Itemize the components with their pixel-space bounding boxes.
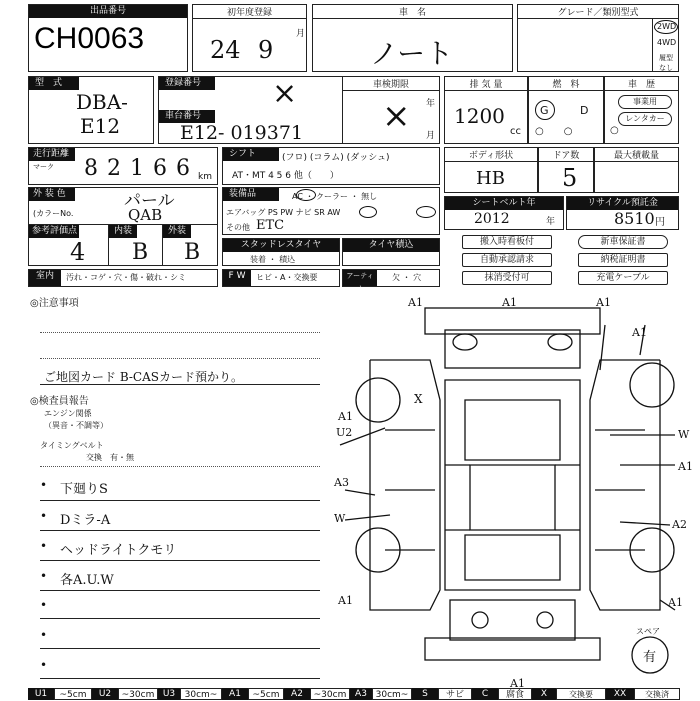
reg-label: 登録番号 xyxy=(159,77,215,90)
exterior-value: B xyxy=(184,240,201,265)
interior-row-label: 室内 xyxy=(29,270,61,286)
equipment-row3-label: その他 xyxy=(226,223,250,232)
interior-row-value: 汚れ・コゲ・穴・傷・破れ・シミ xyxy=(66,273,186,282)
legend-v-8: 交換要 xyxy=(556,688,606,700)
eval-label: 参考評価点 xyxy=(29,225,79,238)
color-label: 外 装 色 xyxy=(29,188,75,201)
inspector-label: ◎検査員報告 xyxy=(30,396,89,407)
recycle-label: リサイクル預託金 xyxy=(567,197,678,210)
interior-value: B xyxy=(132,240,149,265)
legend-k-1: U2 xyxy=(92,688,118,700)
mark-a1-top-center: A1 xyxy=(502,296,517,309)
displacement-unit: cc xyxy=(510,126,521,137)
lot-number: CH0063 xyxy=(34,22,145,55)
legend-v-1: ~30cm xyxy=(118,688,158,700)
grade-label: グレード／類別型式 xyxy=(518,5,678,19)
mileage-sub: マーク xyxy=(33,163,54,171)
equipment-row1: AC ・ クーラー ・ 無し xyxy=(292,192,378,201)
legend-k-6: S xyxy=(412,688,438,700)
studless-opts: 装着 ・ 積込 xyxy=(250,255,296,264)
model-name: ノート xyxy=(370,37,454,70)
inspector-engine-sub: （異音・不調等） xyxy=(44,421,108,430)
displacement-value: 1200 xyxy=(454,104,505,128)
grade-4wd: 4WD xyxy=(657,38,677,47)
first-reg-year: 24 xyxy=(210,36,241,64)
legend-k-4: A2 xyxy=(284,688,310,700)
equipment-row2: エアバッグ PS PW ナビ SR AW xyxy=(226,208,341,217)
legend-k-5: A3 xyxy=(350,688,372,700)
mark-a1-top-left: A1 xyxy=(408,296,423,309)
spare-label: スペア xyxy=(636,627,660,636)
tire-sub: アーティオ xyxy=(343,270,377,286)
first-reg-month-unit: 月 xyxy=(296,29,306,39)
interior-label: 内装 xyxy=(109,225,137,238)
history-opt2: レンタカー xyxy=(618,112,672,126)
legend-k-8: X xyxy=(532,688,556,700)
model-label: 車 名 xyxy=(313,5,512,19)
first-reg-month: 9 xyxy=(258,36,274,64)
notes-line1: ご地図カード B-CASカード預かり。 xyxy=(44,370,243,384)
lot-label: 出品番号 xyxy=(29,5,187,18)
inspector-r4: 各A.U.W xyxy=(60,573,114,588)
mark-a2-right: A2 xyxy=(672,518,687,531)
mark-a1-top-right: A1 xyxy=(596,296,611,309)
inspector-r2: Dミラ-A xyxy=(60,513,111,528)
recycle-value: 8510 xyxy=(614,209,655,228)
history-label: 車 歴 xyxy=(605,77,678,91)
mark-a3-left: A3 xyxy=(334,476,349,489)
grade-none: 履型 なし xyxy=(659,54,673,72)
recycle-unit: 円 xyxy=(655,217,665,228)
mileage-label: 走行距離 xyxy=(29,148,75,161)
inspection-month-unit: 月 xyxy=(426,131,436,141)
inspector-timing-sub: 交換 有・無 xyxy=(86,453,134,462)
doors-value: 5 xyxy=(562,164,578,192)
legend-v-3: ~5cm xyxy=(248,688,284,700)
inspector-r1: 下廻りS xyxy=(60,482,108,497)
doc-d2: 自動承認請求 xyxy=(462,253,552,267)
type-line1: DBA- xyxy=(76,90,128,114)
body-label: ボディ形状 xyxy=(445,148,537,162)
shift-opts: (フロ) (コラム) (ダッシュ) xyxy=(282,153,390,163)
legend-v-4: ~30cm xyxy=(310,688,350,700)
mark-w-left: W xyxy=(334,512,346,525)
displacement-label: 排 気 量 xyxy=(445,77,527,91)
legend-v-0: ~5cm xyxy=(54,688,92,700)
fw-row-value: ヒビ・A・交換要 xyxy=(256,273,318,282)
color-value: パール xyxy=(124,191,175,211)
mark-u2-left: U2 xyxy=(336,426,353,439)
mark-a1-left-bottom: A1 xyxy=(338,594,353,607)
tire-label: タイヤ積込 xyxy=(343,239,439,252)
doors-label: ドア数 xyxy=(539,148,593,162)
inspector-timing: タイミングベルト xyxy=(40,441,104,450)
mark-a1-right-mid: A1 xyxy=(678,460,693,473)
inspector-r3: ヘッドライトクモリ xyxy=(60,543,177,558)
doc-d3: 抹消受付可 xyxy=(462,271,552,285)
shift-label: シフト xyxy=(223,148,279,161)
mark-a1-bottom: A1 xyxy=(510,677,525,690)
legend-k-3: A1 xyxy=(222,688,248,700)
doc-e1: 新車保証書 xyxy=(578,235,668,249)
inspection-year-unit: 年 xyxy=(426,99,436,109)
mark-a1-left: A1 xyxy=(338,410,353,423)
mileage-value: 82166 xyxy=(84,156,199,181)
fw-row-label: F W xyxy=(223,270,251,286)
tire-opts: 欠 ・ 穴 xyxy=(392,273,422,282)
legend-v-5: 30cm~ xyxy=(372,688,412,700)
legend-k-0: U1 xyxy=(28,688,54,700)
legend-k-7: C xyxy=(472,688,498,700)
inspection-label: 車検期限 xyxy=(343,77,439,91)
mark-a1-right-upper: A1 xyxy=(632,326,647,339)
legend-v-2: 30cm~ xyxy=(180,688,222,700)
equipment-label: 装備品 xyxy=(223,188,279,201)
mark-w-right: W xyxy=(678,428,690,441)
reg-value: × xyxy=(272,76,298,111)
fuel-g: G xyxy=(540,104,549,117)
history-opt1: 事業用 xyxy=(618,95,672,109)
type-line2: E12 xyxy=(80,114,121,138)
legend-v-9: 交換済 xyxy=(634,688,680,700)
shift-opts2: AT・MT 4 5 6 他（ ） xyxy=(232,171,339,181)
legend-k-9: XX xyxy=(606,688,634,700)
mark-x: X xyxy=(414,392,423,406)
eval-value: 4 xyxy=(70,238,86,266)
spare-value: 有 xyxy=(643,650,657,665)
color-sub: (カラーNo. xyxy=(33,209,74,218)
chassis-label: 車台番号 xyxy=(159,110,215,123)
studless-label: スタッドレスタイヤ xyxy=(223,239,339,252)
mileage-unit: km xyxy=(198,172,212,182)
grade-2wd: 2WD xyxy=(657,22,677,31)
mark-a1-right-bottom: A1 xyxy=(668,596,683,609)
belt-unit: 年 xyxy=(546,217,556,227)
inspection-value: × xyxy=(382,96,411,136)
color-code: QAB xyxy=(128,206,163,224)
fuel-label: 燃 料 xyxy=(529,77,603,91)
fuel-d: D xyxy=(580,104,589,117)
body-value: HB xyxy=(476,168,505,189)
capacity-label: 最大積載量 xyxy=(595,148,678,162)
doc-d1: 搬入時看板付 xyxy=(462,235,552,249)
legend-k-2: U3 xyxy=(158,688,180,700)
legend-v-6: サビ xyxy=(438,688,472,700)
equipment-row3-value: ETC xyxy=(256,218,285,233)
doc-e3: 充電ケーブル xyxy=(578,271,668,285)
belt-value: 2012 xyxy=(474,211,510,227)
first-reg-label: 初年度登録 xyxy=(193,5,306,19)
exterior-label: 外装 xyxy=(163,225,191,238)
notes-label: ◎注意事項 xyxy=(30,298,79,309)
chassis-value: E12- 019371 xyxy=(180,122,304,144)
belt-label: シートベルト年 xyxy=(445,197,563,210)
legend-v-7: 腐食 xyxy=(498,688,532,700)
doc-e2: 納税証明書 xyxy=(578,253,668,267)
type-label: 型 式 xyxy=(29,77,79,90)
inspector-engine: エンジン関係 xyxy=(44,409,92,418)
